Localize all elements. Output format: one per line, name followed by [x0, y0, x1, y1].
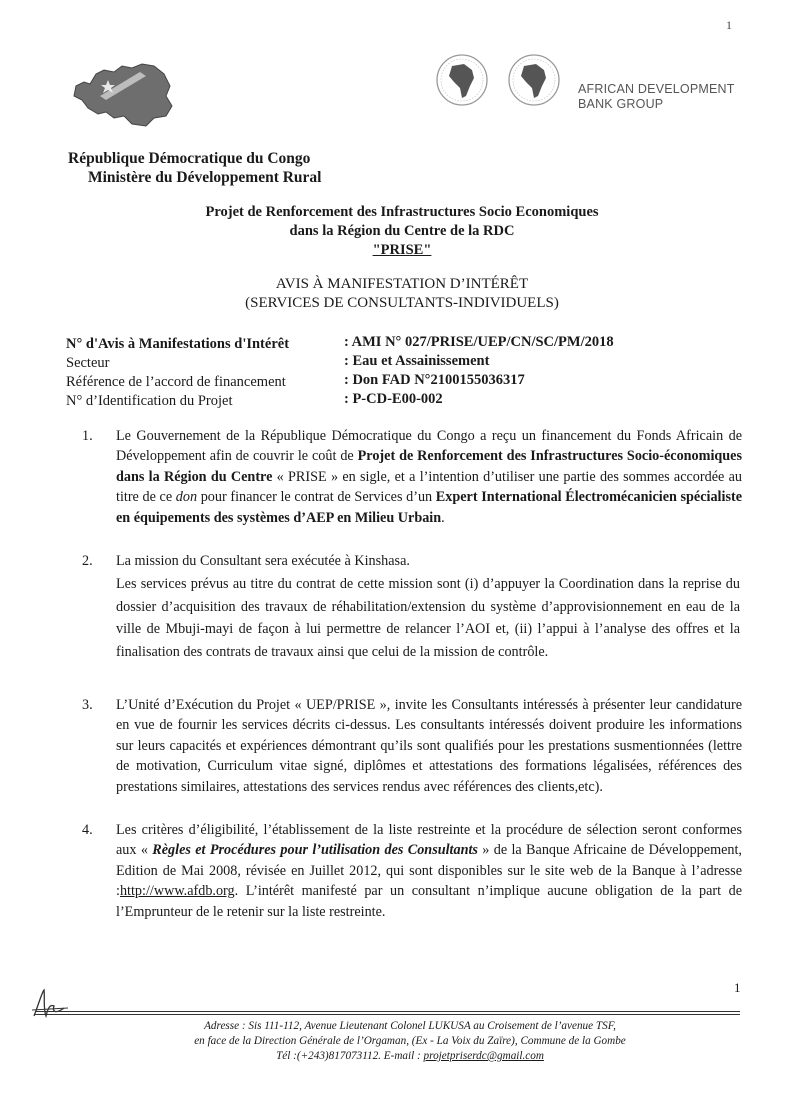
page-number-top: 1: [726, 18, 732, 32]
p4-rules-title: Règles et Procédures pour l’utilisation des Consultants: [152, 842, 478, 859]
footer-email-link[interactable]: projetpriserdc@gmail.com: [423, 1050, 544, 1062]
p4-text-c: » de la Banque Africaine de Développement, Edition de Mai 2008, révisée en Juillet 2012, qui sont disponibles sur le site web de la Banque à l’adresse :: [116, 842, 742, 900]
p4-text-e: . L’intérêt manifesté par un consultant n’implique aucune obligation de la part de l’Emprunteur de le retenir sur la liste restreinte.: [116, 883, 742, 920]
paragraph-3: [82, 695, 742, 797]
footer-phone: Tél :(+243)817073112. E-mail :: [276, 1050, 424, 1062]
country-name: République Démocratique du Congo: [68, 150, 311, 167]
ref-value-sector: : Eau et Assainissement: [344, 353, 490, 369]
ministry-name: Ministère du Développement Rural: [88, 169, 322, 186]
ref-label-notice-number: N° d'Avis à Manifestations d'Intérêt: [66, 336, 290, 352]
ref-label-project-id: N° d’Identification du Projet: [66, 393, 233, 409]
ref-value-financing-agreement: : Don FAD N°2100155036317: [344, 372, 525, 388]
p1-text-c: « PRISE » en sigle, et a l’intention d’utiliser une partie des sommes accordée au titre de ce: [116, 468, 742, 506]
ref-label-financing-agreement: Référence de l’accord de financement: [66, 374, 286, 390]
paragraph-3-number: 3.: [82, 697, 93, 713]
p3-text: L’Unité d’Exécution du Projet « UEP/PRISE », invite les Consultants intéressés à présenter leur candidature en vue de fournir les services décrits ci-dessus. Les consultants intéressés doivent produire les informations sur leurs capacités et expériences démontrant qu’ils sont qualifiés pour les prestations susmentionnées (lettre de motivation, Curriculum vitae signé, diplômes et attestations des formations légalisées, références des prestations similaires, attestations des services rendus avec références des clients,etc).: [116, 697, 742, 795]
paragraph-1: [82, 426, 742, 528]
footer-address-line-1: Adresse : Sis 111-112, Avenue Lieutenant Colonel LUKUSA au Croisement de l’avenue TSF,: [204, 1020, 616, 1032]
notice-subtitle: (SERVICES DE CONSULTANTS-INDIVIDUELS): [245, 295, 559, 311]
p1-text-g: .: [441, 509, 445, 526]
paragraph-4: [82, 820, 742, 922]
footer-divider-2: [35, 1014, 740, 1015]
ref-value-notice-number: : AMI N° 027/PRISE/UEP/CN/SC/PM/2018: [344, 334, 614, 350]
notice-title: AVIS À MANIFESTATION D’INTÉRÊT: [275, 276, 529, 292]
afdb-logo: [434, 52, 574, 108]
afdb-line-1: AFRICAN DEVELOPMENT: [578, 82, 735, 96]
p1-expert-title: Expert International Électromécanicien spécialiste en équipements des systèmes d’AEP en Milieu Urbain: [116, 489, 742, 526]
paragraph-4-number: 4.: [82, 822, 93, 838]
p2-text-a: La mission du Consultant sera exécutée à Kinshasa.: [116, 553, 410, 569]
page-number-bottom: 1: [734, 980, 741, 995]
p1-don: don: [175, 489, 198, 506]
footer-contact: [130, 1049, 690, 1064]
drc-map-logo: [70, 56, 180, 128]
paragraph-1-number: 1.: [82, 428, 93, 444]
footer-divider-1: [35, 1011, 740, 1012]
p1-text-a: Le Gouvernement de la République Démocratique du Congo a reçu un financement du Fonds Africain de Développement afin de couvrir le coût de: [116, 428, 742, 465]
paragraph-2-number: 2.: [82, 553, 93, 569]
project-title-line-1: Projet de Renforcement des Infrastructures Socio Economiques: [205, 204, 599, 220]
afdb-logo-text: [578, 82, 735, 112]
footer-address-line-2: en face de la Direction Générale de l’Orgaman, (Ex - La Voix du Zaïre), Commune de la Gombe: [194, 1035, 626, 1047]
p4-text-a: Les critères d’éligibilité, l’établissement de la liste restreinte et la procédure de sélection seront conformes aux «: [116, 822, 742, 859]
project-title-line-2: dans la Région du Centre de la RDC: [289, 223, 515, 239]
ref-value-project-id: : P-CD-E00-002: [344, 391, 443, 407]
project-acronym: "PRISE": [372, 242, 432, 258]
afdb-website-link[interactable]: http://www.afdb.org: [119, 883, 235, 900]
p1-text-e: pour financer le contrat de Services d’un: [197, 489, 436, 506]
p1-project-name: Projet de Renforcement des Infrastructures Socio-économiques dans la Région du Centre: [116, 448, 742, 485]
paragraph-2: [82, 551, 742, 571]
ref-label-sector: Secteur: [66, 355, 110, 371]
paragraph-2-services: Les services prévus au titre du contrat de cette mission sont (i) d’appuyer la Coordination dans la reprise du dossier d’acquisition des travaux de réhabilitation/extension du système d’approvisionnement en eau de la ville de Mbuji-mayi de façon à lui permettre de relancer l’AOI et, (ii) l’appui à l’analyse des offres et la finalisation des contrats de travaux ainsi que celui de la mission de contrôle.: [116, 576, 740, 660]
afdb-line-2: BANK GROUP: [578, 97, 664, 111]
signature-initials: [30, 986, 70, 1022]
